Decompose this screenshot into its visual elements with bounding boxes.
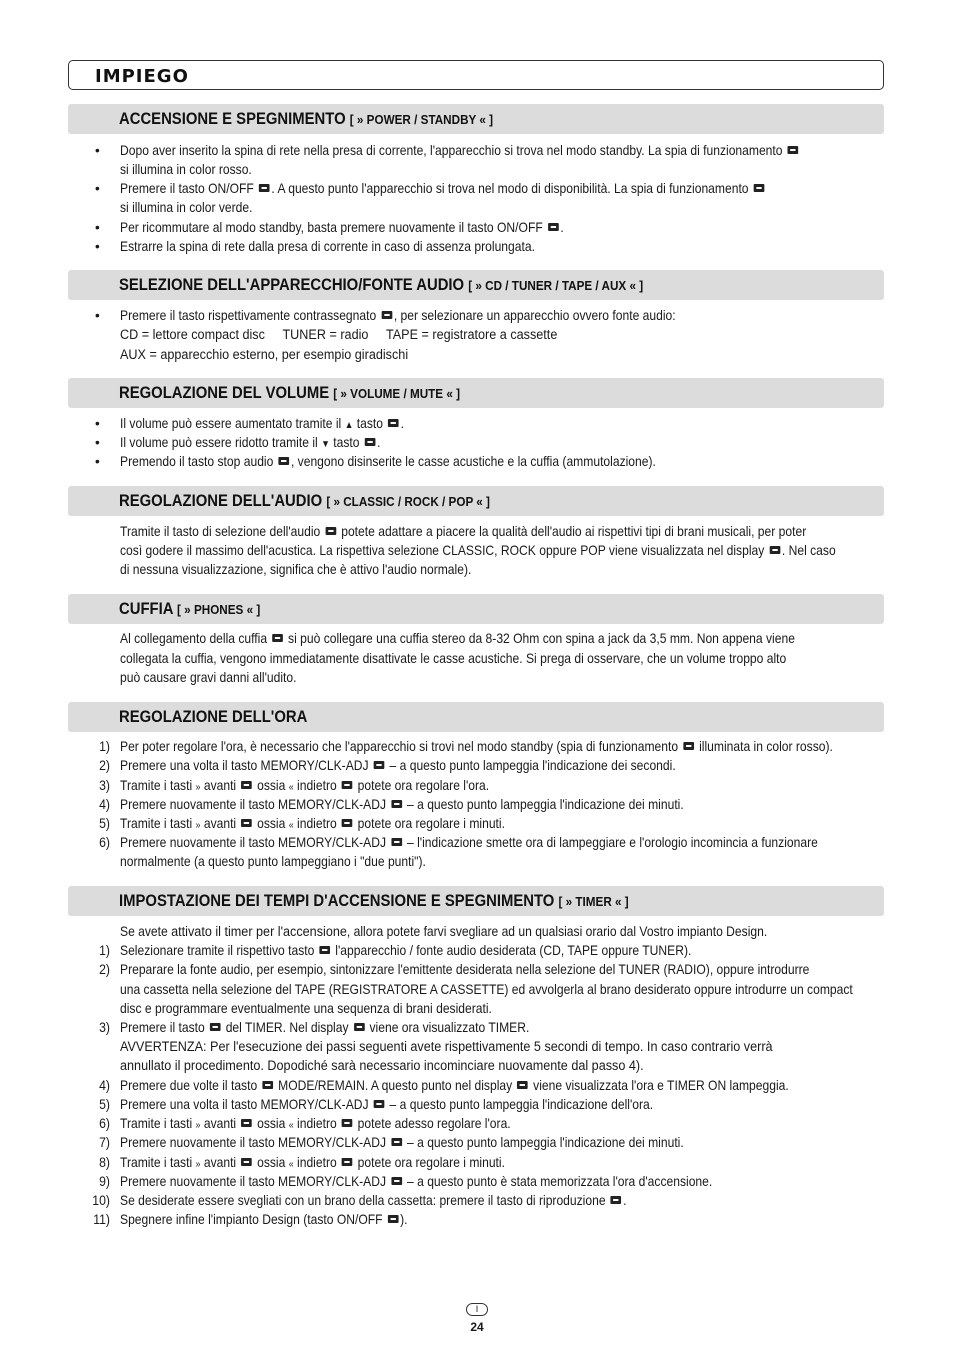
display-icon bbox=[769, 546, 780, 554]
button-icon bbox=[241, 1119, 252, 1127]
text-line: AUX = apparecchio esterno, per esempio giradischi bbox=[120, 347, 409, 363]
text-line: si illumina in color verde. bbox=[120, 200, 253, 215]
section-subtitle: [ » CLASSIC / ROCK / POP « ] bbox=[326, 494, 490, 509]
play-button-icon bbox=[611, 1196, 622, 1204]
button-icon bbox=[374, 761, 385, 769]
text-line: Tramite i tasti » avanti ossia « indietro potete adesso regolare l'ora. bbox=[120, 1116, 511, 1131]
text-line: Premere una volta il tasto MEMORY/CLK-ADJ – a questo punto lampeggia l'indicazione dell'ora. bbox=[120, 1097, 654, 1112]
text-line: Premere il tasto ON/OFF . A questo punto l'apparecchio si trova nel modo di disponibilità. La spia di funzionamento bbox=[120, 180, 766, 198]
section-title: IMPOSTAZIONE DEI TEMPI D'ACCENSIONE E SPEGNIMENTO bbox=[119, 892, 555, 910]
text-line: Il volume può essere aumentato tramite il ▲ tasto . bbox=[120, 416, 405, 431]
chapter-title: IMPIEGO bbox=[95, 66, 189, 87]
text-line: CD = lettore compact disc TUNER = radio TAPE = registratore a cassette bbox=[120, 327, 558, 343]
button-icon bbox=[319, 946, 330, 954]
section-subtitle: [ » VOLUME / MUTE « ] bbox=[333, 386, 461, 401]
indicator-icon bbox=[683, 742, 694, 750]
button-icon bbox=[325, 527, 336, 535]
text-line: collegata la cuffia, vengono immediatamente disattivate le casse acustiche. Si prega di osservare, che un volume troppo alto bbox=[120, 651, 787, 666]
step-number: 6) bbox=[99, 835, 110, 850]
step-number: 4) bbox=[99, 1078, 110, 1093]
button-icon bbox=[548, 223, 559, 231]
button-icon bbox=[342, 1119, 353, 1127]
section-header-source bbox=[68, 270, 884, 300]
section-subtitle: [ » PHONES « ] bbox=[177, 602, 261, 617]
text-line: Tramite il tasto di selezione dell'audio potete adattare a piacere la qualità dell'audio ai rispettivi tipi di brani musicali, per poter bbox=[120, 524, 807, 539]
bullet: • bbox=[95, 416, 100, 431]
section-subtitle: [ » TIMER « ] bbox=[558, 894, 629, 909]
button-icon bbox=[388, 419, 399, 427]
step-number: 6) bbox=[99, 1116, 110, 1131]
forward-icon: » bbox=[195, 782, 201, 793]
step-number: 5) bbox=[99, 816, 110, 831]
text-line: Premere due volte il tasto MODE/REMAIN. A questo punto nel display viene visualizzata l'ora e TIMER ON lampeggia. bbox=[120, 1078, 789, 1093]
text-line: Tramite i tasti » avanti ossia « indietro potete ora regolare i minuti. bbox=[120, 816, 505, 831]
button-icon bbox=[241, 1158, 252, 1166]
page-number: 24 bbox=[470, 1320, 484, 1334]
button-icon bbox=[754, 184, 765, 192]
text-line: Per ricommutare al modo standby, basta premere nuovamente il tasto ON/OFF . bbox=[120, 220, 564, 235]
text-line: Se avete attivato il timer per l'accensione, allora potete farvi svegliare ad un qualsiasi orario dal Vostro impianto Design. bbox=[120, 924, 768, 940]
text-line: normalmente (a questo punto lampeggiano i "due punti"). bbox=[120, 854, 426, 869]
bullet: • bbox=[95, 220, 100, 235]
button-icon bbox=[391, 800, 402, 808]
button-icon bbox=[374, 1100, 385, 1108]
section-header-audio bbox=[68, 486, 884, 516]
bullet: • bbox=[95, 454, 100, 469]
step-number: 3) bbox=[99, 778, 110, 793]
section-subtitle: [ » POWER / STANDBY « ] bbox=[349, 112, 494, 127]
text-line: Premere il tasto del TIMER. Nel display viene ora visualizzato TIMER. bbox=[120, 1020, 530, 1035]
text-line: si illumina in color rosso. bbox=[120, 162, 252, 177]
button-icon bbox=[342, 1158, 353, 1166]
button-icon bbox=[388, 1215, 399, 1223]
text-line: Il volume può essere ridotto tramite il ▼ tasto . bbox=[120, 435, 381, 450]
section-title: SELEZIONE DELL'APPARECCHIO/FONTE AUDIO bbox=[119, 276, 465, 294]
section-header-power bbox=[68, 104, 884, 134]
back-icon: « bbox=[288, 1120, 294, 1131]
display-icon bbox=[517, 1081, 528, 1089]
bullet: • bbox=[95, 435, 100, 450]
back-icon: « bbox=[288, 820, 294, 831]
step-number: 5) bbox=[99, 1097, 110, 1112]
up-arrow-icon: ▲ bbox=[344, 420, 354, 431]
step-number: 8) bbox=[99, 1155, 110, 1170]
button-icon bbox=[241, 781, 252, 789]
step-number: 7) bbox=[99, 1135, 110, 1150]
section-header-clock bbox=[68, 702, 884, 732]
button-icon bbox=[342, 781, 353, 789]
button-icon bbox=[262, 1081, 273, 1089]
bullet: • bbox=[95, 181, 100, 196]
bullet: • bbox=[95, 143, 100, 158]
button-icon bbox=[391, 1177, 402, 1185]
button-icon bbox=[259, 184, 270, 192]
text-line: Tramite i tasti » avanti ossia « indietro potete ora regolare l'ora. bbox=[120, 778, 490, 793]
text-line: Estrarre la spina di rete dalla presa di corrente in caso di assenza prolungata. bbox=[120, 239, 535, 254]
step-number: 2) bbox=[99, 962, 110, 977]
button-icon bbox=[365, 438, 376, 446]
text-line: di nessuna visualizzazione, significa che è attivo l'audio normale). bbox=[120, 562, 472, 577]
text-line: Per poter regolare l'ora, è necessario che l'apparecchio si trovi nel modo standby (spia di funzionamento illuminata in color rosso). bbox=[120, 739, 833, 754]
button-icon bbox=[391, 838, 402, 846]
text-line: Preparare la fonte audio, per esempio, sintonizzare l'emittente desiderata nella selezione del TUNER (RADIO), oppure introdurre bbox=[120, 962, 810, 977]
text-line: Premere nuovamente il tasto MEMORY/CLK-ADJ – a questo punto lampeggia l'indicazione dei minuti. bbox=[120, 797, 684, 812]
section-title: ACCENSIONE E SPEGNIMENTO bbox=[119, 110, 346, 128]
step-number: 1) bbox=[99, 943, 110, 958]
forward-icon: » bbox=[195, 820, 201, 831]
text-line: Dopo aver inserito la spina di rete nella presa di corrente, l'apparecchio si trova nel modo standby. La spia di funzionamento bbox=[120, 142, 800, 160]
text-line: così godere il massimo dell'acustica. La rispettiva selezione CLASSIC, ROCK oppure POP viene visualizzata nel display . Nel caso bbox=[120, 543, 836, 558]
forward-icon: » bbox=[195, 1159, 201, 1170]
button-icon bbox=[278, 457, 289, 465]
section-title: REGOLAZIONE DELL'AUDIO bbox=[119, 492, 323, 510]
button-icon bbox=[391, 1138, 402, 1146]
step-number: 2) bbox=[99, 758, 110, 773]
step-number: 10) bbox=[92, 1193, 110, 1208]
warning-line: annullato il procedimento. Dopodiché sarà necessario incominciare nuovamente dal passo 4). bbox=[120, 1058, 644, 1074]
back-icon: « bbox=[288, 1159, 294, 1170]
section-header-volume bbox=[68, 378, 884, 408]
text-line: Premere il tasto rispettivamente contrassegnato , per selezionare un apparecchio ovvero fonte audio: bbox=[120, 308, 676, 323]
button-icon bbox=[788, 146, 799, 154]
section-title: CUFFIA bbox=[119, 600, 173, 618]
step-number: 1) bbox=[99, 739, 110, 754]
text-line: Premere nuovamente il tasto MEMORY/CLK-ADJ – a questo punto è stata memorizzata l'ora d'accensione. bbox=[120, 1174, 713, 1189]
button-icon bbox=[342, 819, 353, 827]
language-badge: I bbox=[466, 1303, 488, 1316]
text-line: Al collegamento della cuffia si può collegare una cuffia stereo da 8-32 Ohm con spina a jack da 3,5 mm. Non appena viene bbox=[120, 631, 795, 646]
phones-jack-icon bbox=[272, 634, 283, 642]
text-line: può causare gravi danni all'udito. bbox=[120, 670, 297, 685]
text-line: Premere una volta il tasto MEMORY/CLK-ADJ – a questo punto lampeggia l'indicazione dei secondi. bbox=[120, 758, 676, 773]
text-line: Se desiderate essere svegliati con un brano della cassetta: premere il tasto di riproduzione . bbox=[120, 1193, 627, 1208]
text-line: una cassetta nella selezione del TAPE (REGISTRATORE A CASSETTE) ed avvolgerla al brano desiderato oppure introdurre un compact bbox=[120, 982, 853, 997]
section-header-phones bbox=[68, 594, 884, 624]
step-number: 4) bbox=[99, 797, 110, 812]
text-line: Selezionare tramite il rispettivo tasto l'apparecchio / fonte audio desiderata (CD, TAPE oppure TUNER). bbox=[120, 943, 692, 958]
section-title: REGOLAZIONE DELL'ORA bbox=[119, 708, 308, 726]
step-number: 11) bbox=[93, 1212, 110, 1227]
text-line: Premendo il tasto stop audio , vengono disinserite le casse acustiche e la cuffia (ammutolazione). bbox=[120, 454, 656, 469]
button-icon bbox=[210, 1023, 221, 1031]
button-icon bbox=[381, 311, 392, 319]
text-line: Premere nuovamente il tasto MEMORY/CLK-ADJ – l'indicazione smette ora di lampeggiare e l'orologio incomincia a funzionare bbox=[120, 835, 818, 850]
display-icon bbox=[354, 1023, 365, 1031]
section-header-timer bbox=[68, 886, 884, 916]
step-number: 3) bbox=[99, 1020, 110, 1035]
button-icon bbox=[241, 819, 252, 827]
step-number: 9) bbox=[99, 1174, 110, 1189]
text-line: Spegnere infine l'impianto Design (tasto ON/OFF ). bbox=[120, 1212, 408, 1227]
text-line: disc e programmare eventualmente una sequenza di brani desiderati. bbox=[120, 1001, 492, 1016]
back-icon: « bbox=[288, 782, 294, 793]
bullet: • bbox=[95, 308, 100, 323]
section-subtitle: [ » CD / TUNER / TAPE / AUX « ] bbox=[468, 278, 644, 293]
chapter-title-box bbox=[68, 60, 884, 90]
text-line: Premere nuovamente il tasto MEMORY/CLK-ADJ – a questo punto lampeggia l'indicazione dei minuti. bbox=[120, 1135, 684, 1150]
text-line: Tramite i tasti » avanti ossia « indietro potete ora regolare i minuti. bbox=[120, 1155, 505, 1170]
section-title: REGOLAZIONE DEL VOLUME bbox=[119, 384, 330, 402]
bullet: • bbox=[95, 239, 100, 254]
forward-icon: » bbox=[195, 1120, 201, 1131]
warning-line: AVVERTENZA: Per l'esecuzione dei passi seguenti avete rispettivamente 5 secondi di tempo. In caso contrario verrà bbox=[120, 1039, 773, 1055]
down-arrow-icon: ▼ bbox=[321, 439, 330, 450]
